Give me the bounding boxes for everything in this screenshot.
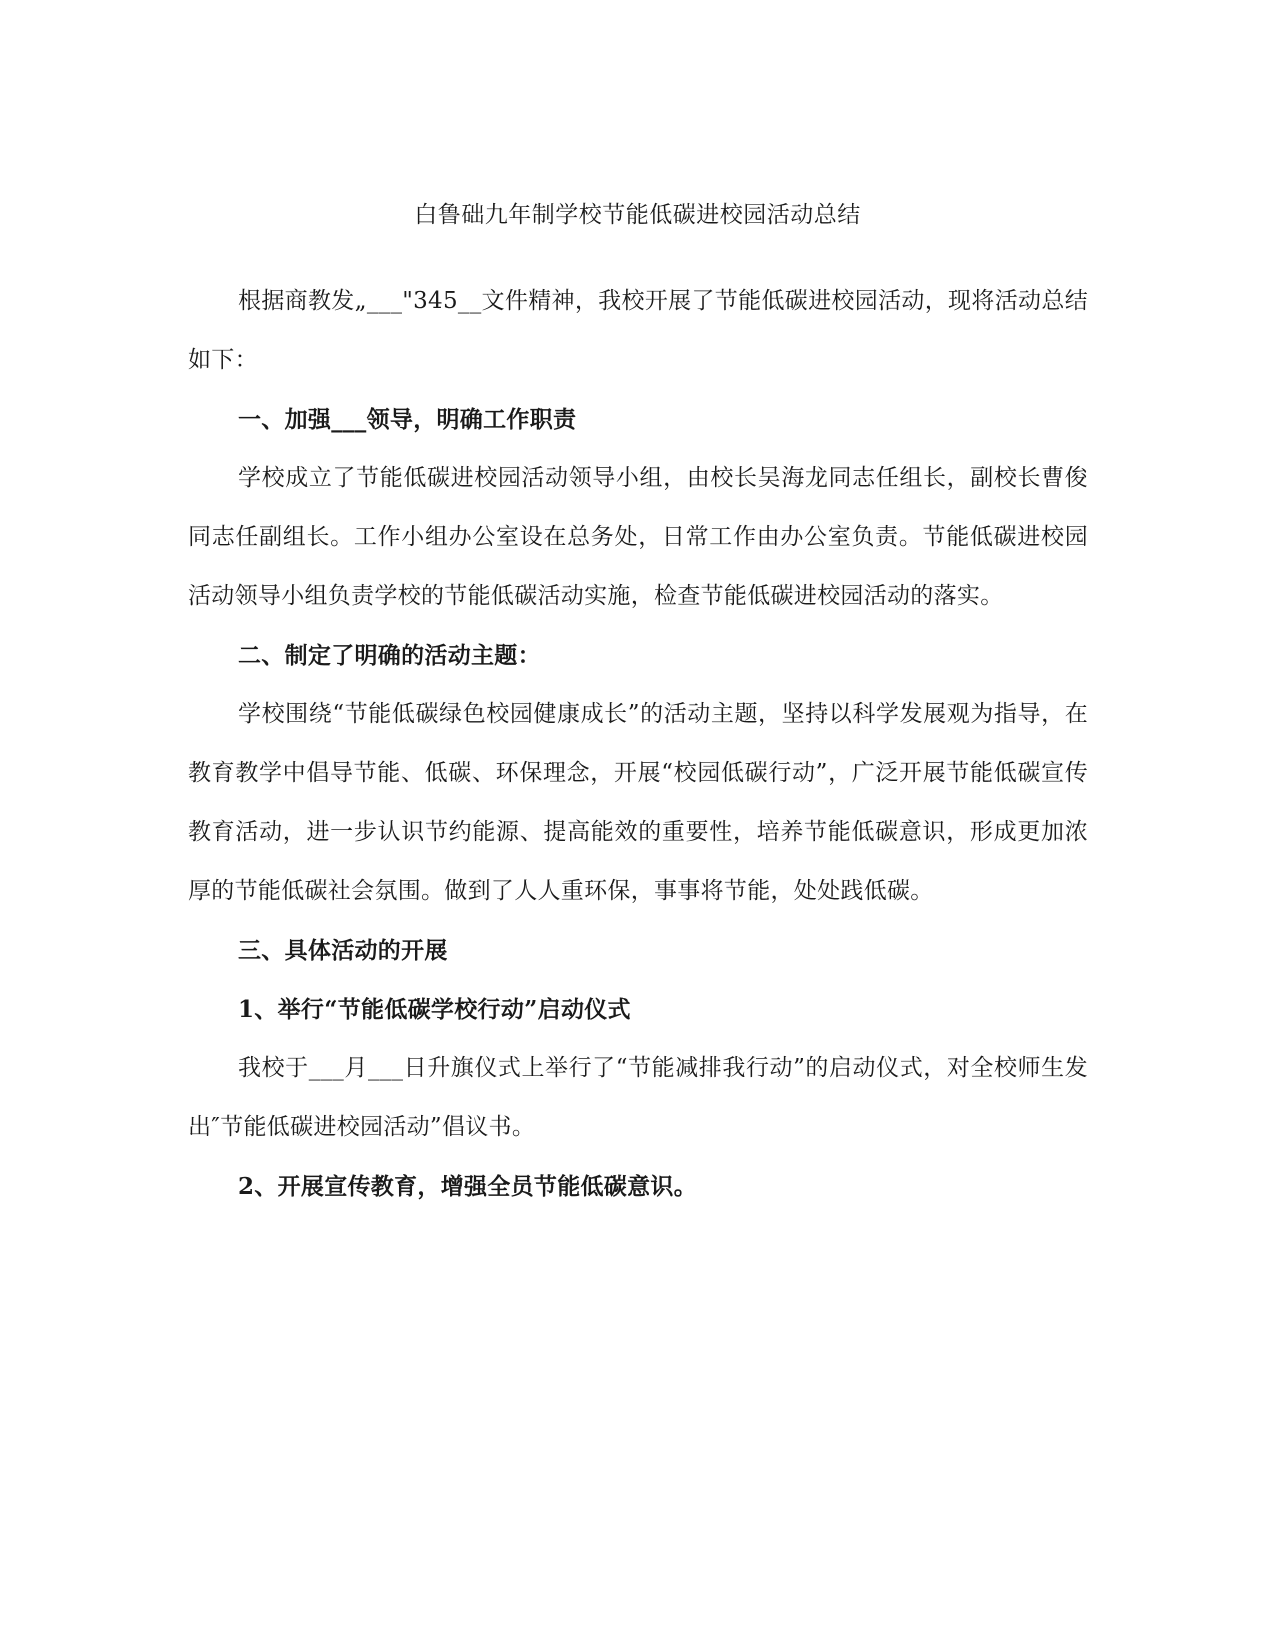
subsection-heading-1: 1、举行“节能低碳学校行动”启动仪式 — [238, 996, 631, 1023]
section-heading-3: 三、具体活动的开展 — [238, 937, 448, 964]
subsection-1-paragraph: 我校于___月___日升旗仪式上举行了“节能减排我行动”的启动仪式，对全校师生发出″节能低碳进校园活动”倡议书。 — [188, 1055, 1088, 1140]
document-body — [188, 272, 1088, 1216]
document-title: 白鲁础九年制学校节能低碳进校园活动总结 — [414, 202, 861, 228]
subsection-heading-2: 2、开展宣传教育，增强全员节能低碳意识。 — [238, 1173, 698, 1200]
intro-paragraph: 根据商教发„___"345__文件精神，我校开展了节能低碳进校园活动，现将活动总结如下： — [188, 288, 1088, 373]
section-1-paragraph: 学校成立了节能低碳进校园活动领导小组，由校长吴海龙同志任组长，副校长曹俊同志任副组长。工作小组办公室设在总务处，日常工作由办公室负责。节能低碳进校园活动领导小组负责学校的节能低碳活动实施，检查节能低碳进校园活动的落实。 — [188, 465, 1088, 609]
section-heading-2: 二、制定了明确的活动主题： — [238, 642, 541, 669]
section-heading-1: 一、加强___领导，明确工作职责 — [238, 406, 577, 433]
section-2-paragraph: 学校围绕“节能低碳绿色校园健康成长”的活动主题，坚持以科学发展观为指导，在教育教学中倡导节能、低碳、环保理念，开展“校园低碳行动”，广泛开展节能低碳宣传教育活动，进一步认识节约能源、提高能效的重要性，培养节能低碳意识，形成更加浓厚的节能低碳社会氛围。做到了人人重环保，事事将节能，处处践低碳。 — [188, 701, 1088, 904]
